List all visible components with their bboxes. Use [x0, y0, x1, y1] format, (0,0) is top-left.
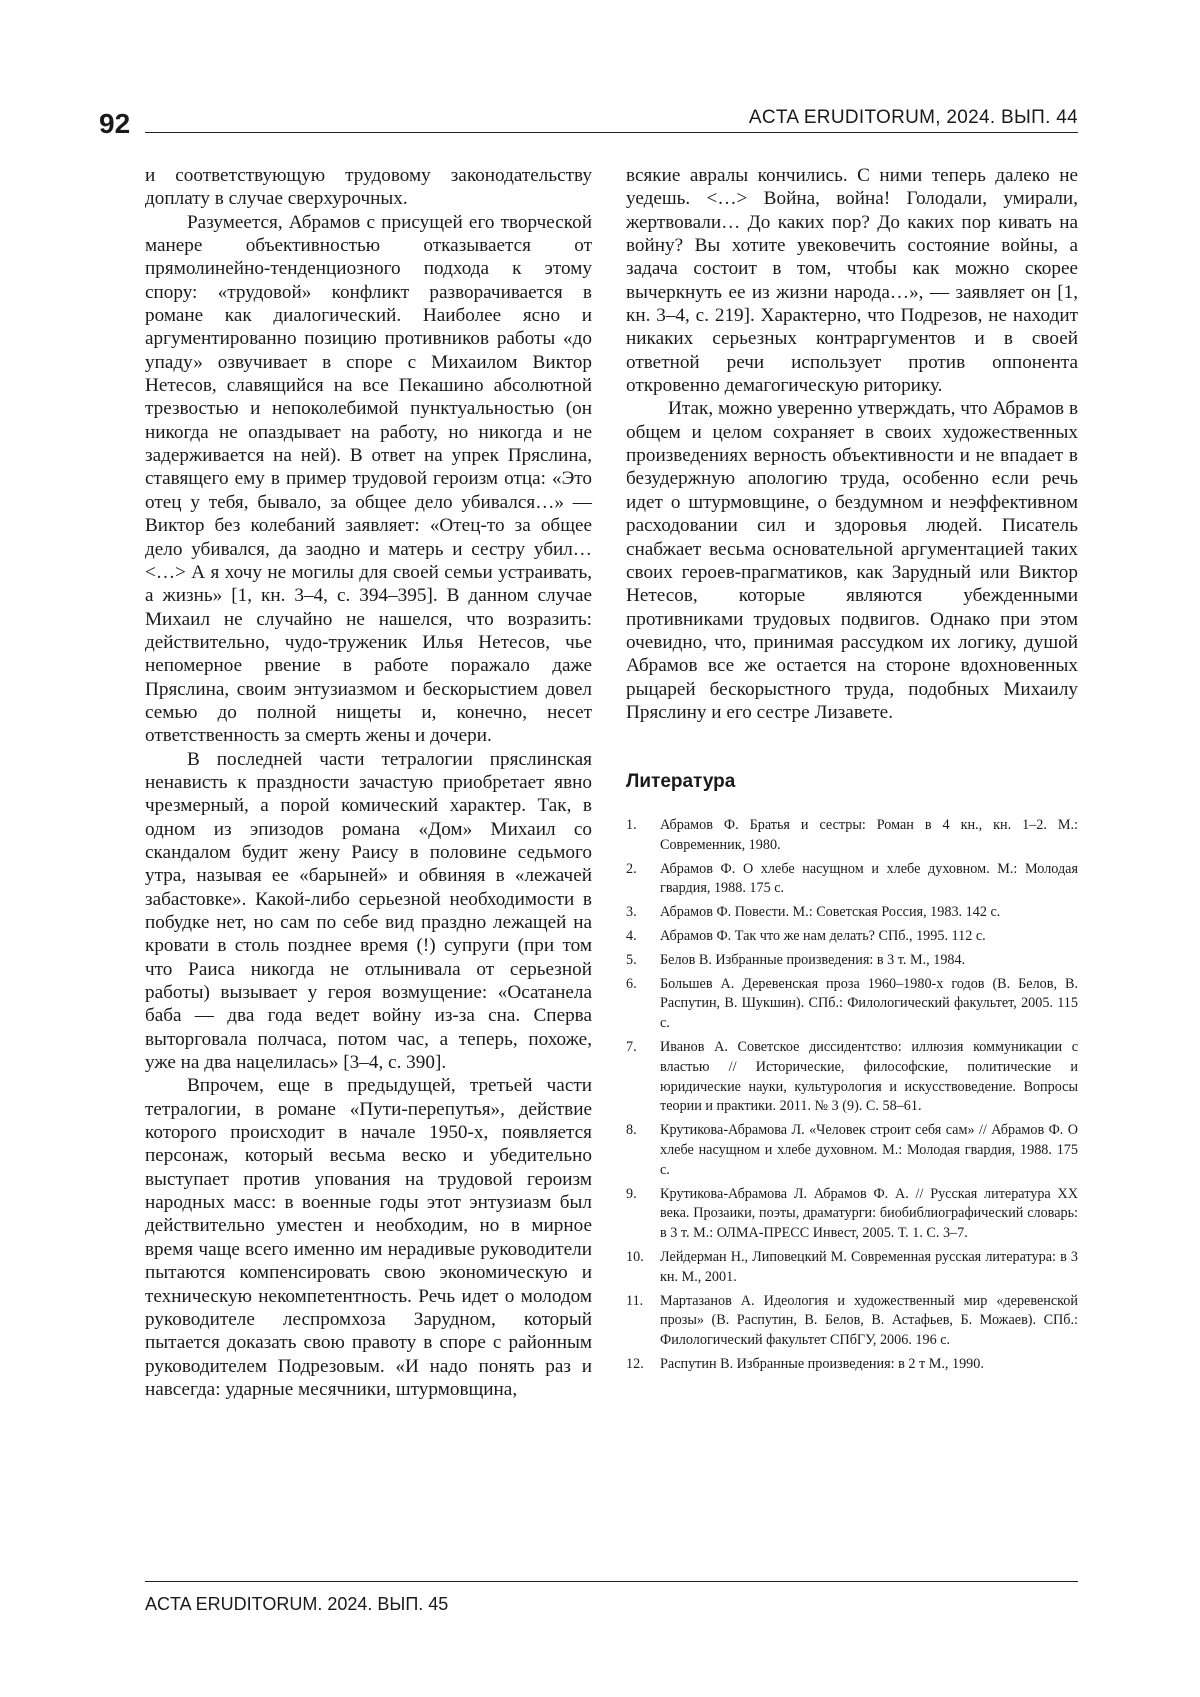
reference-text: Абрамов Ф. Братья и сестры: Роман в 4 кн., кн. 1–2. М.: Современник, 1980. [660, 817, 1078, 853]
reference-text: Абрамов Ф. О хлебе насущном и хлебе духовном. М.: Молодая гвардия, 1988. 175 с. [660, 860, 1078, 897]
reference-text: Мартазанов А. Идеология и художественный мир «деревенской прозы» (В. Распутин, В. Белов, В. Астафьев, Б. Можаев). СПб.: Филологический факультет СПбГУ, 2006. 196 с. [660, 1292, 1078, 1349]
paragraph: и соответствующую трудовому законодательству доплату в случае сверхурочных. [145, 165, 592, 210]
reference-number: 2. [626, 860, 637, 877]
reference-item [626, 975, 1078, 1034]
reference-number: 9. [626, 1185, 637, 1202]
reference-item [626, 816, 1078, 856]
references-heading: Литература [626, 771, 736, 792]
reference-item [626, 1355, 1078, 1375]
reference-number: 5. [626, 951, 637, 968]
running-title: ACTA ERUDITORUM, 2024. ВЫП. 44 [748, 107, 1078, 128]
page-number: 92 [99, 108, 131, 139]
reference-number: 3. [626, 904, 637, 921]
reference-text: Абрамов Ф. Повести. М.: Советская Россия, 1983. 142 с. [660, 904, 1001, 921]
references-list [626, 816, 1078, 1379]
reference-number: 11. [626, 1292, 644, 1309]
reference-item [626, 903, 1078, 923]
reference-number: 6. [626, 975, 637, 992]
reference-item [626, 1185, 1078, 1244]
reference-number: 12. [626, 1355, 644, 1372]
reference-number: 7. [626, 1038, 637, 1055]
reference-number: 10. [626, 1248, 644, 1265]
paragraph: Впрочем, еще в предыдущей, третьей части тетралогии, в романе «Пути-перепутья», действие которого происходит в начале 1950-х, появляется персонаж, который весьма веско и убедительно выступает против упования на трудовой героизм народных масс: в военные годы этот энтузиазм был действительно уместен и необходим, но в мирное время чаще всего именно им нерадивые руководители пытаются компенсировать свою экономическую и техническую некомпетентность. Речь идет о молодом руководителе леспромхоза Зарудном, который пытается доказать свою правоту в споре с районным руководителем Подрезовым. «И надо понять раз и навсегда: ударные месячники, штурмовщина, [145, 1075, 592, 1400]
reference-text: Крутикова-Абрамова Л. Абрамов Ф. А. // Русская литература ХХ века. Прозаики, поэты, драматурги: биобиблиографический словарь: в 3 т. М.: ОЛМА-ПРЕСС Инвест, 2005. Т. 1. С. 3–7. [660, 1185, 1078, 1242]
reference-item [626, 1248, 1078, 1288]
left-column [145, 164, 592, 1401]
reference-text: Лейдерман Н., Липовецкий М. Современная русская литература: в 3 кн. М., 2001. [660, 1248, 1078, 1285]
reference-item [626, 1038, 1078, 1117]
right-column [626, 164, 1078, 724]
reference-item [626, 927, 1078, 947]
reference-number: 4. [626, 927, 637, 944]
reference-item [626, 860, 1078, 900]
reference-item [626, 1121, 1078, 1180]
reference-number: 8. [626, 1122, 637, 1139]
reference-item [626, 951, 1078, 971]
reference-text: Большев А. Деревенская проза 1960–1980-х годов (В. Белов, В. Распутин, В. Шукшин). СПб.: Филологический факультет, 2005. 115 с. [660, 975, 1078, 1032]
paragraph: Разумеется, Абрамов с присущей его творческой манере объективностью отказывается от прямолинейно-тенденциозного подхода к этому спору: «трудовой» конфликт разворачивается в романе как диалогический. Наиболее ясно и аргументированно позицию противников работы «до упаду» озвучивает в споре с Михаилом Виктор Нетесов, славящийся на все Пекашино абсолютной трезвостью и непоколебимой пунктуальностью (он никогда не опаздывает на работу, но никогда и не задерживается на ней). В ответ на упрек Пряслина, ставящего ему в пример трудовой героизм отца: «Это отец у тебя, бывало, за общее дело убивался…» — Виктор без колебаний заявляет: «Отец-то за общее дело убивался, да заодно и матерь и сестру убил… <…> А я хочу не могилы для своей семьи устраивать, а жизнь» [1, кн. 3–4, с. 394–395]. В данном случае Михаил не случайно не нашелся, что возразить: действительно, чудо-труженик Илья Нетесов, чье непомерное рвение в работе поражало даже Пряслина, своим энтузиазмом и бескорыстием довел семью до полной нищеты и, конечно, несет ответственность за смерть жены и дочери. [145, 211, 592, 747]
footer-rule [145, 1581, 1078, 1582]
reference-item [626, 1292, 1078, 1351]
reference-text: Абрамов Ф. Так что же нам делать? СПб., 1995. 112 с. [660, 927, 986, 944]
reference-text: Крутикова-Абрамова Л. «Человек строит себя сам» // Абрамов Ф. О хлебе насущном и хлебе духовном. М.: Молодая гвардия, 1988. 175 с. [660, 1122, 1078, 1178]
footer-text: ACTA ERUDITORUM. 2024. ВЫП. 45 [145, 1594, 449, 1614]
paragraph: Итак, можно уверенно утверждать, что Абрамов в общем и целом сохраняет в своих художественных произведениях верность объективности и не впадает в безудержную апологию труда, особенно если речь идет о штурмовщине, о бездумном и неэффективном расходовании сил и здоровья людей. Писатель снабжает весьма основательной аргументацией таких своих героев-прагматиков, как Зарудный или Виктор Нетесов, которые являются убежденными противниками трудовых подвигов. Однако при этом очевидно, что, принимая рассудком их логику, душой Абрамов все же остается на стороне вдохновенных рыцарей бескорыстного труда, подобных Михаилу Пряслину и его сестре Лизавете. [626, 398, 1078, 723]
reference-number: 1. [626, 817, 637, 833]
paragraph: В последней части тетралогии пряслинская ненависть к праздности зачастую приобретает явно чрезмерный, а порой комический характер. Так, в одном из эпизодов романа «Дом» Михаил со скандалом будит жену Раису в половине седьмого утра, называя ее «барыней» и обвиняя в «лежачей забастовке». Какой-либо серьезной необходимости в побудке нет, но сам по себе вид праздно лежащей на кровати в столь позднее время (!) супруги (при том что Раиса никогда не отлынивала от серьезной работы) вызывает у героя возмущение: «Осатанела баба — два года ведет войну из-за сна. Сперва выторговала полчаса, потом час, а теперь, похоже, уже на два нацелилась» [3–4, с. 390]. [145, 748, 592, 1074]
reference-text: Распутин В. Избранные произведения: в 2 т М., 1990. [660, 1355, 984, 1372]
header-rule [145, 132, 1078, 133]
reference-text: Иванов А. Советское диссидентство: иллюзия коммуникации с властью // Исторические, философские, политические и юридические науки, культурология и искусствоведение. Вопросы теории и практики. 2011. № 3 (9). С. 58–61. [660, 1038, 1078, 1115]
paragraph: всякие авралы кончились. С ними теперь далеко не уедешь. <…> Война, война! Голодали, умирали, жертвовали… До каких пор? До каких пор кивать на войну? Вы хотите увековечить состояние войны, а задача состоит в том, чтобы как можно скорее вычеркнуть ее из жизни народа…», — заявляет он [1, кн. 3–4, с. 219]. Характерно, что Подрезов, не находит никаких серьезных контраргументов и в своей ответной речи использует против оппонента откровенно демагогическую риторику. [626, 165, 1078, 397]
reference-text: Белов В. Избранные произведения: в 3 т. М., 1984. [660, 951, 966, 968]
